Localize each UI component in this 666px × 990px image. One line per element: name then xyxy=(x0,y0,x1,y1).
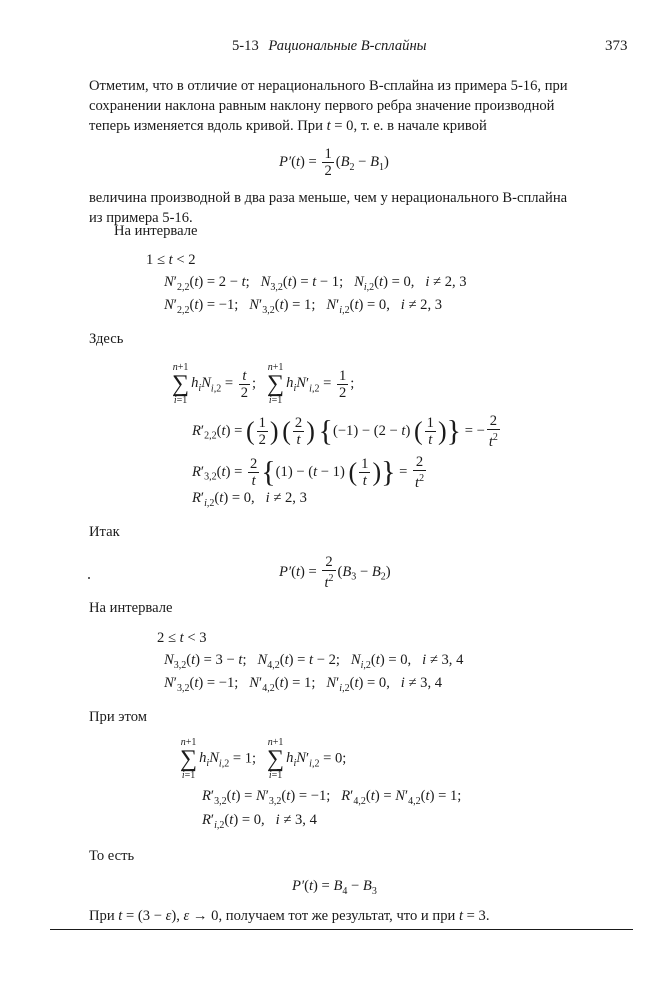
equation-derivative-interval-2: $P'(t) = B_4 - B_3$ xyxy=(292,878,377,897)
equation-derivative-start: P′(t) = $\frac{1}{2}$ $(B_2 - B_1)$ xyxy=(279,146,389,179)
stray-dot xyxy=(88,577,90,579)
text-line: из примера 5-16. xyxy=(89,210,193,226)
running-header xyxy=(232,36,427,56)
text-that-is: То есть xyxy=(89,848,135,864)
text-here: Здесь xyxy=(89,331,124,347)
rational-derivative-3: $R'_{3,2}(t)$ = $\frac{2}{t}$ {(1) − (t − 1) ( $\frac{1}{t}$ )} = $\frac{2}{t^2}$ xyxy=(192,454,425,491)
section-number: 5-13 xyxy=(232,38,259,54)
section-title: Рациональные B-сплайны xyxy=(268,38,427,54)
text-thus: Итак xyxy=(89,524,120,540)
text-line: сохранении наклона равным наклону первого ребра значение производной xyxy=(89,98,555,114)
text-line: Отметим, что в отличие от нерационального B-сплайна из примера 5-16, при xyxy=(89,78,568,94)
text-on-interval: На интервале xyxy=(114,223,198,239)
sums-interval-1: n+1 ∑ i=1 $h_iN_{i,2}$ = $\frac{t}{2}$ ; n+1 ∑ i=1 $h_iN'_{i,2}$ = $\frac{1}{2}$ ; xyxy=(172,362,355,406)
interval-2-derivatives: $N'_{3,2}(t) = -1$; $N'_{4,2}(t) = 1$; $N'_{i,2}(t) = 0$, i ≠ 3, 4 xyxy=(164,675,443,694)
text-in-this-case: При этом xyxy=(89,709,147,725)
sums-interval-2: n+1 ∑ i=1 $h_iN_{i,2} = 1$; n+1 ∑ i=1 $h_iN'_{i,2} = 0$; xyxy=(180,737,347,781)
rational-derivative-other: $R'_{i,2}(t) = 0$, i ≠ 2, 3 xyxy=(192,490,307,509)
equation-derivative-interval-1: P′(t) = $\frac{2}{t^2}$ $(B_3 - B_2)$ xyxy=(279,554,391,591)
text-line: теперь изменяется вдоль кривой. При t = 0, т. е. в начале кривой xyxy=(89,118,487,134)
text-line: величина производной в два раза меньше, чем у нерационального B-сплайна xyxy=(89,190,568,206)
text-final: При t = (3 − ε), ε → 0, получаем тот же результат, что и при t = 3. xyxy=(89,908,490,924)
interval-2-condition: 2 ≤ t < 3 xyxy=(157,630,207,646)
interval-1-derivatives: $N'_{2,2}(t) = -1$; $N'_{3,2}(t) = 1$; $N'_{i,2}(t) = 0$, i ≠ 2, 3 xyxy=(164,297,443,316)
text-on-interval-2: На интервале xyxy=(89,600,173,616)
page-number: 373 xyxy=(605,38,628,54)
rational-derivative-2: $R'_{2,2}(t)$ = ( $\frac{1}{2}$ ) ( $\frac{2}{t}$ ) {(−1) − (2 − t) ( $\frac{1}{t}$ )} = − $\frac{2}{t^2}$ xyxy=(192,413,498,450)
interval-1-basis: $N'_{2,2}(t) = 2 - t$; $N_{3,2}(t) = t - 1$; $N_{i,2}(t) = 0$, i ≠ 2, 3 xyxy=(164,274,467,293)
interval-1-condition: 1 ≤ t < 2 xyxy=(146,252,196,268)
rational-derivative-other-2: $R'_{i,2}(t) = 0$, i ≠ 3, 4 xyxy=(202,812,317,831)
rational-derivatives-interval-2: $R'_{3,2}(t) = N'_{3,2}(t) = -1$; $R'_{4,2}(t) = N'_{4,2}(t) = 1$; xyxy=(202,788,462,807)
interval-2-basis: $N_{3,2}(t) = 3 - t$; $N_{4,2}(t) = t - 2$; $N_{i,2}(t) = 0$, i ≠ 3, 4 xyxy=(164,652,464,671)
footer-rule xyxy=(50,929,633,930)
paragraph-intro xyxy=(89,76,601,136)
